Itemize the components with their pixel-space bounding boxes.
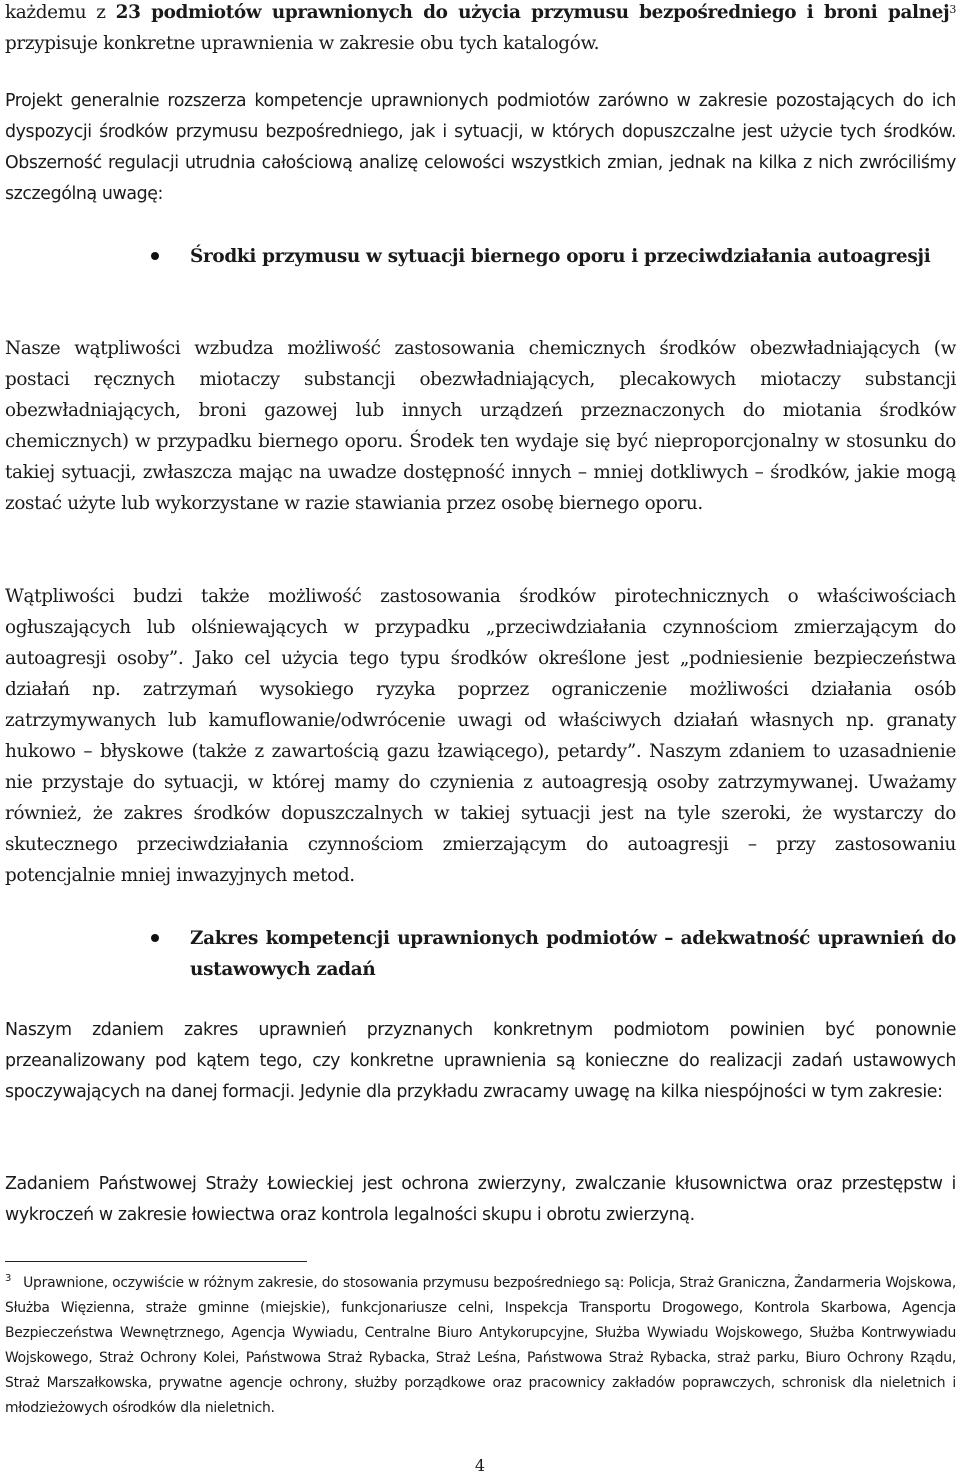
footnote-number: 3 — [5, 1273, 12, 1284]
footnote-text: Uprawnione, oczywiście w różnym zakresie, do stosowania przymusu bezpośredniego są: Policja, Straż Graniczna, Żandarmeria Wojskowa, Służba Więzienna, straże gminne (miejskie), funkcjonariusze celni, Inspekcja Transportu Drogowego, Kontrola Skarbowa, Agencja Bezpieczeństwa Wewnętrznego, Agencja Wywiadu, Centralne Biuro Antykorupcyjne, Służba Wywiadu Wojskowego, Służba Kontrwywiadu Wojskowego, Straż Ochrony Kolei, Państwowa Straż Rybacka, Straż Leśna, Państwowa Straż Rybacka, straż parku, Biuro Ochrony Rządu, Straż Marszałkowska, prywatne agencje ochrony, służby porządkowe oraz pracownicy zakładów poprawczych, schronisk dla nieletnich i młodzieżowych ośrodków dla nieletnich. — [5, 1275, 956, 1416]
intro-text-end: przypisuje konkretne uprawnienia w zakresie obu tych katalogów. — [5, 33, 600, 54]
footnote — [5, 1271, 956, 1420]
footnote-separator — [5, 1261, 307, 1262]
paragraph-psl: Zadaniem Państwowej Straży Łowieckiej jest ochrona zwierzyny, zwalczanie kłusownictwa oraz przestępstw i wykroczeń w zakresie łowiectwa oraz kontrola legalności skupu i obrotu zwierzyną. — [5, 1174, 956, 1225]
intro-text-start: każdemu z — [5, 2, 116, 23]
paragraph-watpliwosci-2: Wątpliwości budzi także możliwość zastosowania środków pirotechnicznych o właściwościach ogłuszających lub olśniewających w przypadku „przeciwdziałania czynnościom zmierzającym do autoagresji osoby”. Jako cel użycia tego typu środków określone jest „podniesienie bezpieczeństwa działań np. zatrzymań wysokiego ryzyka poprzez ograniczenie możliwości działania osób zatrzymywanych lub kamuflowanie/odwrócenie uwagi od właściwych działań własnych np. granaty hukowo – błyskowe (także z zawartością gazu łzawiącego), petardy”. Naszym zdaniem to uzasadnienie nie przystaje do sytuacji, w której mamy do czynienia z autoagresją osoby zatrzymywanej. Uważamy również, że zakres środków dopuszczalnych w takiej sytuacji jest na tyle szeroki, że wystarczy do skutecznego przeciwdziałania czynnościom zmierzającym do autoagresji – przy zastosowaniu potencjalnie mniej inwazyjnych metod. — [5, 586, 956, 886]
page-number: 4 — [474, 1456, 486, 1475]
paragraph-projekt: Projekt generalnie rozszerza kompetencje uprawnionych podmiotów zarówno w zakresie pozostających do ich dyspozycji środków przymusu bezpośredniego, jak i sytuacji, w których dopuszczalne jest użycie tych środków. Obszerność regulacji utrudnia całościową analizę celowości wszystkich zmian, jednak na kilka z nich zwróciliśmy szczególną uwagę: — [5, 91, 956, 204]
intro-bold-phrase: 23 podmiotów uprawnionych do użycia przymusu bezpośredniego i broni palnej — [115, 2, 950, 23]
footnote-reference[interactable]: 3 — [949, 3, 956, 16]
section-heading-bierny-opor: Środki przymusu w sytuacji biernego oporu i przeciwdziałania autoagresji — [190, 246, 931, 267]
paragraph-zakres: Naszym zdaniem zakres uprawnień przyznanych konkretnym podmiotom powinien być ponownie przeanalizowany pod kątem tego, czy konkretne uprawnienia są konieczne do realizacji zadań ustawowych spoczywających na danej formacji. Jedynie dla przykładu zwracamy uwagę na kilka niespójności w tym zakresie: — [5, 1020, 956, 1102]
intro-paragraph — [5, 0, 956, 59]
bullet-icon — [151, 252, 159, 260]
paragraph-watpliwosci-1: Nasze wątpliwości wzbudza możliwość zastosowania chemicznych środków obezwładniających (w postaci ręcznych miotaczy substancji obezwładniających, plecakowych miotaczy substancji obezwładniających, broni gazowej lub innych urządzeń przeznaczonych do miotania środków chemicznych) w przypadku biernego oporu. Środek ten wydaje się być nieproporcjonalny w stosunku do takiej sytuacji, zwłaszcza mając na uwadze dostępność innych – mniej dotkliwych – środków, jakie mogą zostać użyte lub wykorzystane w razie stawiania przez osobę biernego oporu. — [5, 338, 956, 514]
section-heading-zakres-kompetencji: Zakres kompetencji uprawnionych podmiotów – adekwatność uprawnień do ustawowych zadań — [190, 928, 956, 980]
bullet-icon — [151, 934, 159, 942]
